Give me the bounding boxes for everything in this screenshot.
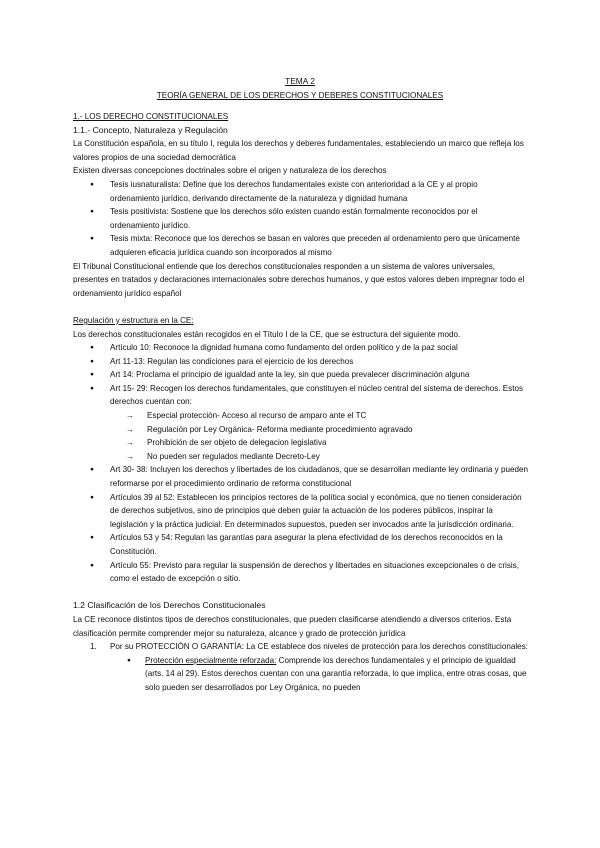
tc-paragraph: El Tribunal Constitucional entiende que los derechos constitucionales responden a un sistema de valores universales, presentes en tratados y declaraciones internacionales sobre derechos humanos, y que estos valores deben impregnar todo el ordenamiento jurídico español [73,261,525,298]
protection-label: Protección especialmente reforzada: [145,655,277,665]
doctrines-list [73,178,529,260]
item-number: 1. [90,642,97,652]
list-item: ● Artículos 39 al 52: Establecen los principios rectores de la política social y económica, que no tienen consideración de derechos subjetivos, sino de principios que deben guiar la actuación de los poderes públicos, inspirar la legislación y la práctica judicial. En determinados supuestos, pueden ser invocados ante la jurisdicción ordinaria. [73,491,529,532]
list-item: ● Artículos 53 y 54: Regulan las garantías para asegurar la plena efectividad de los derechos reconocidos en la Constitución. [73,531,529,558]
protection-list [73,654,529,695]
list-item: ● Tesis mixta: Reconoce que los derechos se basan en valores que preceden al ordenamiento pero que únicamente adquieren eficacia jurídica cuando son incorporados al mismo [73,232,529,259]
document-title: TEMA 2 [285,76,315,86]
list-item: ● Art 30- 38: Incluyen los derechos y libertades de los ciudadanos, que se desarrollan mediante ley ordinaria y pueden reformarse por el procedimiento ordinario de reforma constitucional [73,463,529,490]
regulation-heading: Regulación y estructura en la CE: [73,315,194,325]
intro-paragraph: La Constitución española, en su título I, regula los derechos y deberes fundamentales, estableciendo un marco que refleja los valores propios de una sociedad democrática [73,139,524,162]
doctrines-intro: Existen diversas concepciones doctrinales sobre el origen y naturaleza de los derechos [73,166,387,176]
list-item: ● Art 15- 29: Recogen los derechos fundamentales, que constituyen el núcleo central del sistema de derechos. Estos derechos cuentan con: [73,382,529,409]
protection-text: Comprende los derechos fundamentales y el principio de igualdad (arts. 14 al 29). Estos derechos cuentan con una garantía reforzada, lo que implica, entre otras cosas, que solo pueden ser desarrollados por Ley Orgánica, no pueden [145,655,527,692]
list-item: ● Tesis positivista: Sostiene que los derechos sólo existen cuando están formalmente reconocidos por el ordenamiento jurídico. [73,205,529,232]
arrow-item: → Prohibición de ser objeto de delegacion legislativa [73,436,529,450]
list-item: ● Art 14: Proclama el principio de igualdad ante la ley, sin que pueda prevalecer discriminación alguna [73,368,529,382]
arrow-item: → Regulación por Ley Orgánica- Reforma mediante procedimiento agravado [73,423,529,437]
regulation-list-continued [73,463,529,585]
subsection-heading: 1.1.- Concepto, Naturaleza y Regulación [73,124,228,135]
section-heading: 1.- LOS DERECHO CONSTITUCIONALES [73,112,229,121]
document-subtitle: TEORÍA GENERAL DE LOS DERECHOS Y DEBERES CONSTITUCIONALES [156,91,444,100]
list-item [73,654,529,695]
list-item: ● Artículo 55: Previsto para regular la suspensión de derechos y libertades en situaciones excepcionales o de crisis, como el estado de excepción o sitio. [73,559,529,586]
numbered-item [73,640,529,654]
document-body [73,110,529,695]
classification-list [73,640,529,654]
list-item: ● Art 11-13: Regulan las condiciones para el ejercicio de los derechos [73,355,529,369]
regulation-list [73,341,529,409]
item-text: Por su PROTECCIÓN O GARANTÍA: La CE establece dos niveles de protección para los derechos constitucionales: [110,642,528,652]
classification-intro: La CE reconoce distintos tipos de derechos constitucionales, que pueden clasificarse atendiendo a diversos criterios. Esta clasificación permite comprender mejor su naturaleza, alcance y grado de protección jurídica [73,614,512,638]
regulation-intro: Los derechos constitucionales están recogidos en el Título I de la CE, que se estructura del siguiente modo. [73,329,461,339]
list-item: ● Artículo 10: Reconoce la dignidad humana como fundamento del orden político y de la paz social [73,341,529,355]
classification-heading: 1.2 Clasificación de los Derechos Constitucionales [73,600,266,611]
arrow-item: → No pueden ser regulados mediante Decreto-Ley [73,450,529,464]
arrow-item: → Especial protección- Acceso al recurso de amparo ante el TC [73,409,529,423]
list-item: ● Tesis iusnaturalista: Define que los derechos fundamentales existe con anterioridad a la CE y al propio ordenamiento jurídico, derivando directamente de la naturaleza y dignidad humana [73,178,529,205]
arrow-list [73,409,529,463]
